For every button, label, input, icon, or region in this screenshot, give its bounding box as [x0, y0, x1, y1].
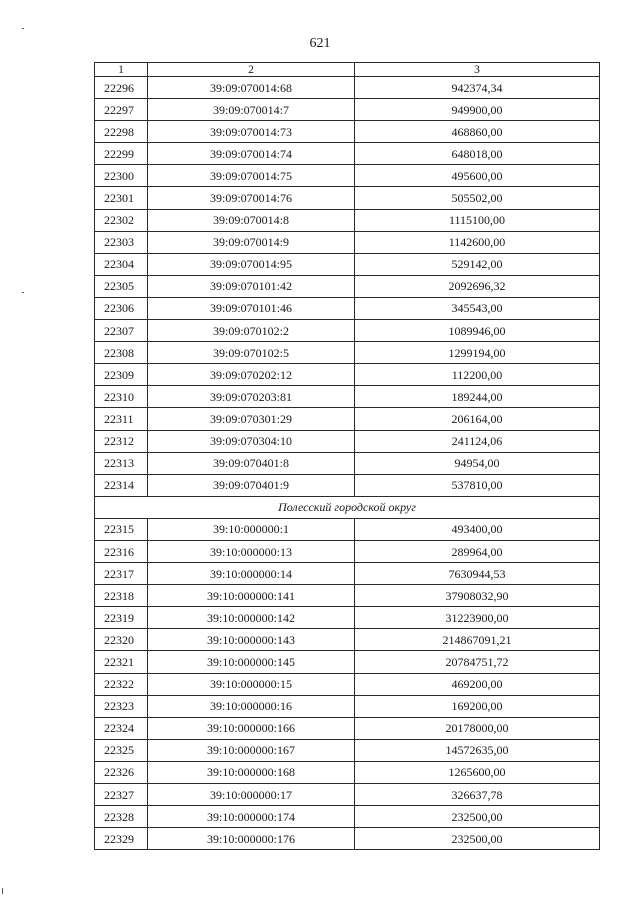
table-row	[95, 342, 600, 364]
row-number-cell: 22314	[95, 474, 148, 496]
table-row	[95, 607, 600, 629]
table-row	[95, 784, 600, 806]
table-row	[95, 761, 600, 783]
table-row	[95, 386, 600, 408]
row-number-cell: 22308	[95, 342, 148, 364]
column-header-3: 3	[355, 63, 600, 77]
scan-mark-left	[22, 292, 24, 293]
column-number-row	[95, 63, 600, 77]
cadastral-value-cell: 1142600,00	[355, 231, 600, 253]
table-row	[95, 231, 600, 253]
cadastral-number-cell: 39:09:070304:10	[148, 430, 355, 452]
row-number-cell: 22303	[95, 231, 148, 253]
cadastral-number-cell: 39:09:070014:9	[148, 231, 355, 253]
table-row	[95, 408, 600, 430]
row-number-cell: 22310	[95, 386, 148, 408]
row-number-cell: 22312	[95, 430, 148, 452]
table-row	[95, 474, 600, 496]
table-row	[95, 143, 600, 165]
row-number-cell: 22319	[95, 607, 148, 629]
cadastral-value-cell: 469200,00	[355, 673, 600, 695]
cadastral-value-cell: 206164,00	[355, 408, 600, 430]
cadastral-number-cell: 39:10:000000:176	[148, 828, 355, 850]
row-number-cell: 22307	[95, 320, 148, 342]
cadastral-number-cell: 39:10:000000:143	[148, 629, 355, 651]
cadastral-value-cell: 949900,00	[355, 99, 600, 121]
table-row	[95, 253, 600, 275]
cadastral-number-cell: 39:09:070014:74	[148, 143, 355, 165]
cadastral-value-cell: 37908032,90	[355, 585, 600, 607]
row-number-cell: 22309	[95, 364, 148, 386]
cadastral-number-cell: 39:09:070101:46	[148, 297, 355, 319]
cadastral-number-cell: 39:09:070401:8	[148, 452, 355, 474]
page-number: 621	[309, 36, 331, 51]
cadastral-value-cell: 493400,00	[355, 518, 600, 540]
cadastral-number-cell: 39:09:070014:95	[148, 253, 355, 275]
section-title: Полесский городской округ	[95, 496, 600, 518]
cadastral-number-cell: 39:10:000000:166	[148, 717, 355, 739]
cadastral-number-cell: 39:09:070014:7	[148, 99, 355, 121]
row-number-cell: 22328	[95, 806, 148, 828]
row-number-cell: 22320	[95, 629, 148, 651]
table-row	[95, 717, 600, 739]
cadastral-number-cell: 39:09:070301:29	[148, 408, 355, 430]
cadastral-number-cell: 39:09:070014:76	[148, 187, 355, 209]
table-row	[95, 629, 600, 651]
row-number-cell: 22326	[95, 761, 148, 783]
cadastral-value-cell: 232500,00	[355, 828, 600, 850]
cadastral-value-cell: 529142,00	[355, 253, 600, 275]
cadastral-value-cell: 7630944,53	[355, 563, 600, 585]
table-row	[95, 364, 600, 386]
row-number-cell: 22325	[95, 739, 148, 761]
table-row	[95, 297, 600, 319]
table-row	[95, 651, 600, 673]
cadastral-number-cell: 39:09:070014:73	[148, 121, 355, 143]
row-number-cell: 22322	[95, 673, 148, 695]
table-row	[95, 121, 600, 143]
table-row	[95, 563, 600, 585]
cadastral-value-cell: 232500,00	[355, 806, 600, 828]
table-row	[95, 540, 600, 562]
row-number-cell: 22313	[95, 452, 148, 474]
row-number-cell: 22327	[95, 784, 148, 806]
row-number-cell: 22311	[95, 408, 148, 430]
cadastral-number-cell: 39:10:000000:17	[148, 784, 355, 806]
cadastral-number-cell: 39:10:000000:174	[148, 806, 355, 828]
cadastral-value-cell: 326637,78	[355, 784, 600, 806]
column-header-1: 1	[95, 63, 148, 77]
cadastral-number-cell: 39:10:000000:16	[148, 695, 355, 717]
cadastral-number-cell: 39:10:000000:141	[148, 585, 355, 607]
cadastral-value-cell: 289964,00	[355, 540, 600, 562]
row-number-cell: 22296	[95, 77, 148, 99]
row-number-cell: 22316	[95, 540, 148, 562]
cadastral-number-cell: 39:09:070101:42	[148, 275, 355, 297]
cadastral-value-cell: 14572635,00	[355, 739, 600, 761]
column-header-2: 2	[148, 63, 355, 77]
table-row	[95, 187, 600, 209]
table-row	[95, 209, 600, 231]
cadastral-value-cell: 1089946,00	[355, 320, 600, 342]
row-number-cell: 22318	[95, 585, 148, 607]
cadastral-number-cell: 39:09:070203:81	[148, 386, 355, 408]
cadastral-value-table	[94, 62, 600, 850]
cadastral-number-cell: 39:10:000000:14	[148, 563, 355, 585]
cadastral-value-cell: 214867091,21	[355, 629, 600, 651]
cadastral-value-cell: 2092696,32	[355, 275, 600, 297]
row-number-cell: 22329	[95, 828, 148, 850]
cadastral-number-cell: 39:10:000000:13	[148, 540, 355, 562]
section-header-row	[95, 496, 600, 518]
cadastral-value-cell: 94954,00	[355, 452, 600, 474]
table-row	[95, 77, 600, 99]
cadastral-number-cell: 39:10:000000:1	[148, 518, 355, 540]
cadastral-value-cell: 345543,00	[355, 297, 600, 319]
table-row	[95, 452, 600, 474]
cadastral-value-cell: 20784751,72	[355, 651, 600, 673]
cadastral-value-cell: 1299194,00	[355, 342, 600, 364]
table-row	[95, 518, 600, 540]
cadastral-number-cell: 39:10:000000:142	[148, 607, 355, 629]
row-number-cell: 22302	[95, 209, 148, 231]
table-row	[95, 695, 600, 717]
row-number-cell: 22305	[95, 275, 148, 297]
table-row	[95, 673, 600, 695]
cadastral-value-cell: 241124,06	[355, 430, 600, 452]
cadastral-number-cell: 39:10:000000:15	[148, 673, 355, 695]
cadastral-number-cell: 39:09:070014:75	[148, 165, 355, 187]
row-number-cell: 22317	[95, 563, 148, 585]
table-row	[95, 806, 600, 828]
table-row	[95, 165, 600, 187]
scan-mark-top-left	[22, 28, 24, 29]
table-row	[95, 739, 600, 761]
cadastral-value-cell: 189244,00	[355, 386, 600, 408]
cadastral-value-cell: 1115100,00	[355, 209, 600, 231]
row-number-cell: 22315	[95, 518, 148, 540]
row-number-cell: 22324	[95, 717, 148, 739]
cadastral-value-cell: 1265600,00	[355, 761, 600, 783]
row-number-cell: 22321	[95, 651, 148, 673]
row-number-cell: 22300	[95, 165, 148, 187]
row-number-cell: 22299	[95, 143, 148, 165]
cadastral-number-cell: 39:09:070401:9	[148, 474, 355, 496]
cadastral-value-cell: 468860,00	[355, 121, 600, 143]
cadastral-number-cell: 39:10:000000:145	[148, 651, 355, 673]
table-row	[95, 828, 600, 850]
cadastral-number-cell: 39:09:070102:5	[148, 342, 355, 364]
table-row	[95, 275, 600, 297]
table-row	[95, 430, 600, 452]
row-number-cell: 22323	[95, 695, 148, 717]
cadastral-value-cell: 942374,34	[355, 77, 600, 99]
cadastral-value-cell: 20178000,00	[355, 717, 600, 739]
cadastral-value-cell: 495600,00	[355, 165, 600, 187]
cadastral-number-cell: 39:10:000000:168	[148, 761, 355, 783]
scan-mark-bottom-left	[2, 888, 3, 894]
table-row	[95, 320, 600, 342]
row-number-cell: 22297	[95, 99, 148, 121]
row-number-cell: 22298	[95, 121, 148, 143]
row-number-cell: 22301	[95, 187, 148, 209]
cadastral-value-cell: 505502,00	[355, 187, 600, 209]
cadastral-number-cell: 39:10:000000:167	[148, 739, 355, 761]
row-number-cell: 22304	[95, 253, 148, 275]
cadastral-value-cell: 112200,00	[355, 364, 600, 386]
cadastral-number-cell: 39:09:070202:12	[148, 364, 355, 386]
cadastral-number-cell: 39:09:070014:8	[148, 209, 355, 231]
table-row	[95, 585, 600, 607]
cadastral-value-cell: 648018,00	[355, 143, 600, 165]
table-row	[95, 99, 600, 121]
cadastral-number-cell: 39:09:070102:2	[148, 320, 355, 342]
cadastral-number-cell: 39:09:070014:68	[148, 77, 355, 99]
cadastral-value-cell: 31223900,00	[355, 607, 600, 629]
row-number-cell: 22306	[95, 297, 148, 319]
cadastral-value-cell: 537810,00	[355, 474, 600, 496]
cadastral-value-cell: 169200,00	[355, 695, 600, 717]
